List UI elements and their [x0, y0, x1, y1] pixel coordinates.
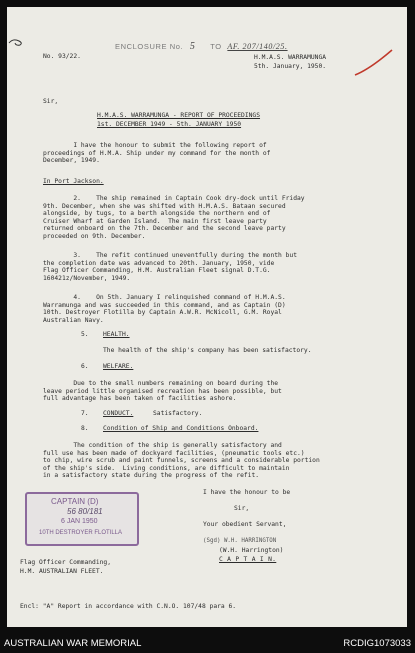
paragraph-7-text: Satisfactory.	[153, 410, 203, 417]
signature-stamp: (Sgd) W.H. HARRINGTON	[203, 538, 277, 544]
recipient-line-2: H.M. AUSTRALIAN FLEET.	[20, 568, 104, 575]
stamp-line-3: 6 JAN 1950	[61, 518, 98, 525]
report-title: H.M.A.S. WARRAMUNGA - REPORT OF PROCEEDINGS	[97, 112, 261, 119]
paragraph-6-heading: WELFARE.	[103, 363, 134, 370]
paragraph-4: 4. On 5th. January I relinquished command of H.M.A.S. Warramunga and was succeeded in this command, and as Captain (D) 10th. Destroyer Flotilla by Captain A.W.R. McNicoll, G.M. Royal Australian Navy.	[43, 294, 286, 324]
closing-line-2: Sir,	[234, 505, 250, 512]
section-heading-port: In Port Jackson.	[43, 178, 104, 185]
paragraph-8-text: The condition of the ship is generally satisfactory and full use has been made of dockyard facilities, (pneumatic tools etc.) to chip, wire scrub and paint funnels, screens and a considerable portion of the ship's side. Living conditions, are difficult to maintain in a satisfactory state during the progress of the refit.	[43, 442, 320, 480]
paragraph-7-heading: CONDUCT.	[103, 410, 134, 417]
closing-line-1: I have the honour to be	[203, 489, 291, 496]
paragraph-5-text: The health of the ship's company has been satisfactory.	[103, 347, 312, 354]
paragraph-8-heading: Condition of Ship and Conditions Onboard.	[103, 425, 259, 432]
enclosure-label: ENCLOSURE No.	[115, 42, 184, 51]
paragraph-6-text: Due to the small numbers remaining on board during the leave period little organised recreation has been possible, but full advantage has been taken of facilities ashore.	[43, 380, 282, 403]
paper-clip-icon	[7, 37, 27, 47]
document-number: No. 93/22.	[43, 53, 81, 60]
signatory-name: (W.H. Harrington)	[219, 547, 284, 554]
captain-d-stamp	[25, 492, 139, 546]
paragraph-2: 2. The ship remained in Captain Cook dry-dock until Friday 9th. December, when she was shifted with H.M.A.S. Bataan secured alongside, by tugs, to a berth alongside the northern end of Cruiser Wharf at Garden Island. The main first leave party returned onboard on the 7th. December and the second leave party proceeded on 9th. December.	[43, 195, 305, 240]
paragraph-5-heading: HEALTH.	[103, 331, 130, 338]
closing-line-3: Your obedient Servant,	[203, 521, 287, 528]
document-date: 5th. January, 1950.	[254, 63, 327, 70]
paragraph-7-number: 7.	[81, 410, 89, 417]
paragraph-6-number: 6.	[81, 363, 89, 370]
enclosure-stamp	[115, 41, 288, 52]
paragraph-3: 3. The refit continued uneventfully during the month but the completion date was advanced to 20th. January, 1950, vide Flag Officer Commanding, H.M. Australian Fleet signal D.T.G. 160421z/November, 1949.	[43, 252, 298, 282]
archive-footer	[0, 631, 415, 653]
report-period: 1st. DECEMBER 1949 - 5th. JANUARY 1950	[97, 121, 242, 128]
enclosure-number: 5	[189, 41, 196, 52]
recipient-line-1: Flag Officer Commanding,	[20, 559, 111, 566]
ship-name: H.M.A.S. WARRAMUNGA	[254, 54, 327, 61]
intro-paragraph: I have the honour to submit the following report of proceedings of H.M.A. Ship under my command for the month of December, 1949.	[43, 142, 271, 165]
paragraph-5-number: 5.	[81, 331, 89, 338]
enclosure-note: Encl: "A" Report in accordance with C.N.O. 107/48 para 6.	[20, 603, 237, 610]
footer-id: RCDIG1073033	[343, 638, 411, 649]
stamp-line-2: 56 80/181	[67, 507, 103, 516]
enclosure-to-label: TO	[210, 42, 222, 51]
salutation: Sir,	[43, 98, 59, 105]
stamp-line-4: 10TH DESTROYER FLOTILLA	[39, 530, 123, 536]
enclosure-reference: AF. 207/140/25.	[227, 42, 288, 51]
paragraph-8-number: 8.	[81, 425, 89, 432]
stamp-line-1: CAPTAIN (D)	[51, 497, 99, 506]
footer-source: AUSTRALIAN WAR MEMORIAL	[4, 638, 142, 649]
red-check-mark	[352, 47, 394, 79]
signatory-rank: C A P T A I N.	[219, 556, 277, 563]
